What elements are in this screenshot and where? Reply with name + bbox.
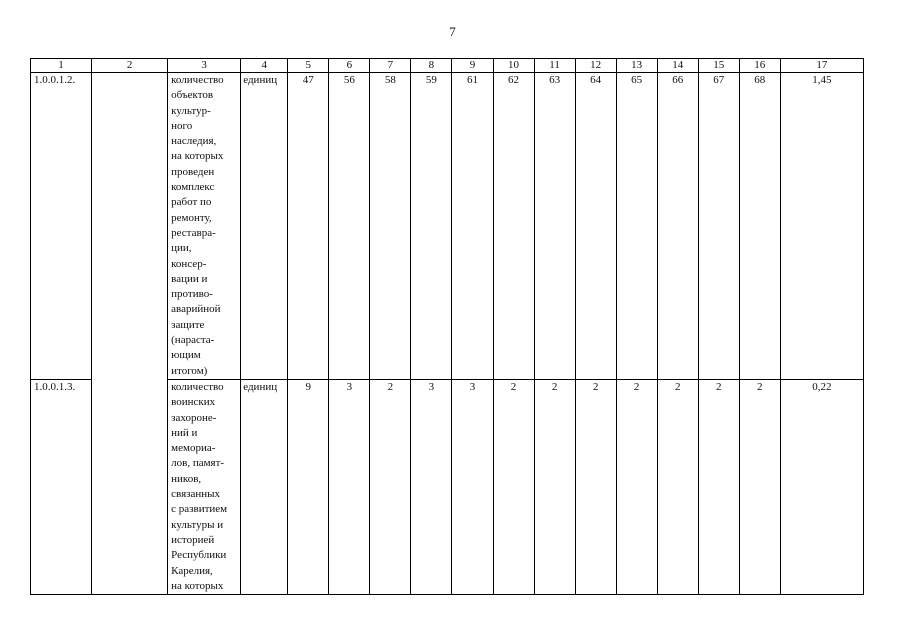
value-cell: 61 [452, 73, 493, 380]
column-header: 11 [534, 59, 575, 73]
value-cell: 65 [616, 73, 657, 380]
column-header: 4 [241, 59, 288, 73]
indicator-text-line: культуры и [171, 518, 224, 531]
indicator-text-line: ремонту, [171, 211, 212, 224]
column-header: 13 [616, 59, 657, 73]
indicator-text-line: ющим [171, 349, 201, 362]
value-cell: 2 [698, 379, 739, 594]
indicators-table [30, 58, 864, 595]
column-header: 10 [493, 59, 534, 73]
value-cell: 3 [329, 379, 370, 594]
value-cell: 2 [370, 379, 411, 594]
indicator-text-line: воинских [171, 396, 216, 409]
value-cell: 3 [411, 379, 452, 594]
value-cell: 47 [288, 73, 329, 380]
value-cell: 67 [698, 73, 739, 380]
indicator-text-line: реставра- [171, 226, 216, 239]
value-cell: 59 [411, 73, 452, 380]
column-header: 2 [92, 59, 168, 73]
indicator-text-line: противо- [171, 288, 213, 301]
value-cell: 2 [493, 379, 534, 594]
indicator-text-line: вации и [171, 272, 208, 285]
indicator-text-line: мемориа- [171, 442, 216, 455]
column-header: 17 [780, 59, 863, 73]
column-header: 16 [739, 59, 780, 73]
value-cell: 2 [616, 379, 657, 594]
column-header: 5 [288, 59, 329, 73]
column-header: 15 [698, 59, 739, 73]
indicator-text-line: проведен [171, 165, 215, 178]
indicator-text-line: аварийной [171, 303, 221, 316]
indicator-text-line: консер- [171, 257, 207, 270]
column-header: 14 [657, 59, 698, 73]
value-cell: 64 [575, 73, 616, 380]
value-cell: 68 [739, 73, 780, 380]
indicator-text-line: захороне- [171, 411, 217, 424]
value-cell: 56 [329, 73, 370, 380]
value-cell: 9 [288, 379, 329, 594]
value-cell: 63 [534, 73, 575, 380]
column-header: 8 [411, 59, 452, 73]
indicator-text-line: итогом) [171, 364, 208, 377]
column-number-row [31, 59, 864, 73]
value-cell: 2 [657, 379, 698, 594]
total-cell: 0,22 [780, 379, 863, 594]
column-header: 7 [370, 59, 411, 73]
column-header: 3 [168, 59, 241, 73]
indicator-text-line: на которых [171, 579, 224, 592]
value-cell: 58 [370, 73, 411, 380]
indicator-text-line: Республики [171, 549, 227, 562]
indicator-text-line: количество [171, 74, 224, 86]
indicator-text-line: Карелия, [171, 564, 213, 577]
indicator-text-line: (нараста- [171, 334, 215, 347]
value-cell: 2 [575, 379, 616, 594]
column-header: 1 [31, 59, 92, 73]
unit-cell: единиц [241, 379, 288, 594]
indicator-text-line: историей [171, 533, 215, 546]
value-cell: 2 [534, 379, 575, 594]
table-row [31, 73, 864, 380]
total-cell: 1,45 [780, 73, 863, 380]
value-cell: 2 [739, 379, 780, 594]
indicator-text-line: на которых [171, 150, 224, 163]
indicator-text-line: ного [171, 119, 193, 132]
indicator-name-cell [168, 73, 241, 380]
page-number: 7 [449, 24, 456, 39]
indicator-text-line: связанных [171, 488, 221, 501]
row-code-cell: 1.0.0.1.3. [31, 379, 92, 594]
column-header: 12 [575, 59, 616, 73]
unit-cell: единиц [241, 73, 288, 380]
column-header: 6 [329, 59, 370, 73]
indicator-text-line: количество [171, 380, 224, 393]
indicator-text-line: объектов [171, 89, 214, 102]
indicator-text-line: лов, памят- [171, 457, 225, 470]
indicator-text-line: ции, [171, 242, 192, 255]
value-cell: 3 [452, 379, 493, 594]
indicator-text-line: ний и [171, 426, 198, 439]
value-cell: 66 [657, 73, 698, 380]
indicator-text-line: культур- [171, 104, 211, 117]
indicator-text-line: наследия, [171, 135, 217, 148]
indicator-text-line: комплекс [171, 181, 215, 194]
row-code-cell: 1.0.0.1.2. [31, 73, 92, 380]
value-cell: 62 [493, 73, 534, 380]
indicator-name-cell [168, 379, 241, 594]
empty-group-cell [92, 73, 168, 595]
column-header: 9 [452, 59, 493, 73]
indicator-text-line: защите [171, 318, 205, 331]
indicator-text-line: с развитием [171, 503, 228, 516]
indicator-text-line: работ по [171, 196, 212, 209]
indicator-text-line: ников, [171, 472, 202, 485]
